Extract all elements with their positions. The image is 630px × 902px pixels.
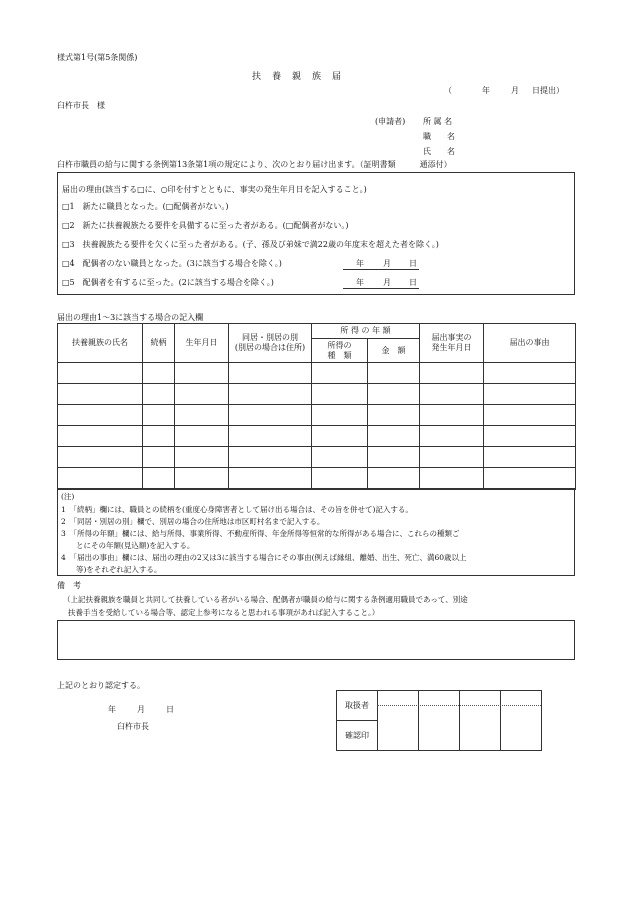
form-title: 扶 養 親 族 届 — [252, 72, 343, 82]
note-line: 4 「届出の事由」欄には、届出の理由の2又は3に該当する場合にその事由(例えば縁組、離婚、出生、死亡、満60歳以上 — [61, 553, 467, 562]
note-line: とにその年額(見込額)を記入する。 — [61, 541, 195, 550]
seal-divider — [377, 705, 541, 706]
col-header-birth: 生年月日 — [175, 324, 229, 363]
reasons-heading: 届出の理由(該当する□に、○印を付すとともに、事実の発生年月日を記入すること。) — [62, 185, 367, 194]
table-row — [58, 405, 576, 426]
certify-day: 日 — [166, 705, 174, 714]
addressee: 臼杵市長 様 — [57, 101, 105, 110]
name-label: 氏 名 — [423, 147, 455, 156]
note-line: 1 「続柄」欄には、職員との続柄を(重度心身障害者として届け出る場合は、その旨を併せて)記入する。 — [61, 505, 413, 514]
seal-label: 確認印 — [337, 721, 378, 751]
remarks-heading: 備 考 — [57, 581, 81, 590]
col-header-income-amount: 金 額 — [368, 339, 420, 363]
certify-mayor: 臼杵市長 — [117, 722, 149, 731]
certify-year: 年 — [108, 705, 116, 714]
dept-label: 所 属 名 — [423, 117, 453, 126]
col-header-income: 所 得 の 年 額 — [312, 324, 420, 339]
handler-label: 取扱者 — [337, 691, 378, 721]
reason-item[interactable]: □4 配偶者のない職員となった。(3に該当する場合を除く。) — [62, 259, 282, 268]
post-label: 職 名 — [423, 132, 455, 141]
reason-item[interactable]: □1 新たに職員となった。(□配偶者がない。) — [62, 202, 229, 211]
submit-date-year: 年 — [482, 86, 490, 95]
col-header-cohabit: 同居・別居の別 (別居の場合は住所) — [229, 324, 312, 363]
table-row — [58, 426, 576, 447]
table-row — [58, 363, 576, 384]
submit-date-month: 月 — [511, 86, 519, 95]
reason-item[interactable]: □2 新たに扶養親族たる要件を具備するに至った者がある。(□配偶者がない。) — [62, 221, 349, 230]
reason-item[interactable]: □5 配偶者を有するに至った。(2に該当する場合を除く。) — [62, 278, 274, 287]
dependents-table — [57, 323, 576, 490]
note-line: 等)をそれぞれ記入する。 — [61, 565, 162, 574]
statement: 臼杵市職員の給与に関する条例第13条第1項の規定により、次のとおり届け出ます。（証明書類 通添付） — [57, 160, 452, 169]
note-line: 2 「同居・別居の別」欄で、別居の場合の住所地は市区町村名まで記入する。 — [61, 517, 325, 526]
seal-cell[interactable] — [419, 691, 460, 751]
submit-date-open: （ — [444, 86, 452, 95]
remarks-field[interactable] — [57, 620, 575, 660]
table-row — [58, 447, 576, 468]
table-row — [58, 468, 576, 490]
seal-cell[interactable] — [378, 691, 419, 751]
seal-cell[interactable] — [501, 691, 542, 751]
note-line: 3 「所得の年額」欄には、給与所得、事業所得、不動産所得、年金所得等恒常的な所得がある場合に、これらの種類ご — [61, 529, 460, 538]
table-caption: 届出の理由1～3に該当する場合の記入欄 — [57, 313, 204, 322]
applicant-label: (申請者) — [375, 117, 406, 126]
col-header-occur: 届出事実の 発生年月日 — [420, 324, 484, 363]
col-header-income-type: 所得の 種 類 — [312, 339, 368, 363]
remarks-text: 扶養手当を受給している場合等、認定上参考になると思われる事項があれば記入すること。） — [68, 608, 380, 617]
table-row — [58, 384, 576, 405]
col-header-name: 扶養親族の氏名 — [58, 324, 143, 363]
reason-item[interactable]: □3 扶養親族たる要件を欠くに至った者がある。(子、孫及び弟妹で満22歳の年度末を超えた者を除く。) — [62, 240, 439, 249]
certify-text: 上記のとおり認定する。 — [57, 681, 145, 690]
form-number: 様式第1号(第5条関係) — [57, 53, 138, 62]
col-header-reason: 届出の事由 — [484, 324, 576, 363]
remarks-text: （上記扶養親族を職員と共同して扶養している者がいる場合、配偶者が職員の給与に関する条例適用職員であって、別途 — [63, 595, 468, 604]
seal-grid — [336, 690, 542, 751]
col-header-relation: 続柄 — [143, 324, 175, 363]
reason-4-date[interactable]: 年 月 日 — [343, 258, 419, 270]
notes-heading: (注) — [61, 492, 75, 501]
submit-date-day: 日提出） — [532, 86, 564, 95]
reason-5-date[interactable]: 年 月 日 — [343, 277, 419, 289]
certify-month: 月 — [137, 705, 145, 714]
seal-cell[interactable] — [460, 691, 501, 751]
